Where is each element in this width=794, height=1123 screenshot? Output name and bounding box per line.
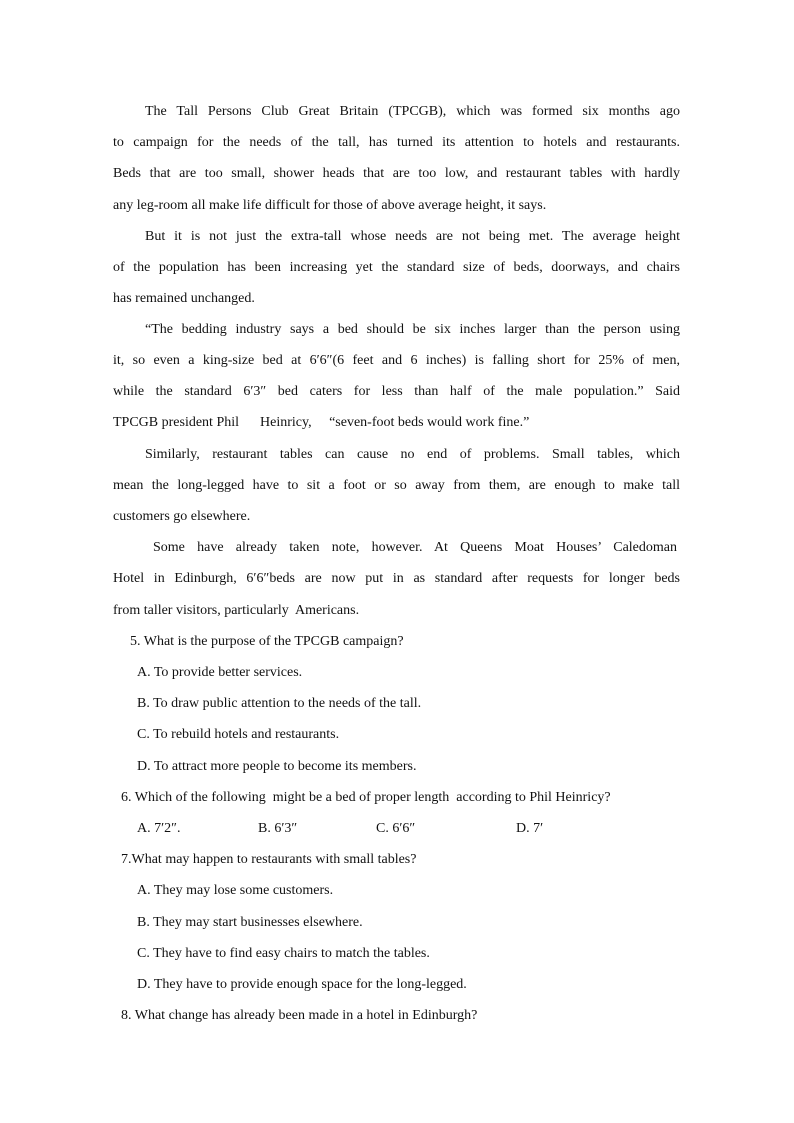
passage-line: The Tall Persons Club Great Britain (TPCGB), which was formed six months ago	[145, 104, 680, 119]
passage-line: it, so even a king-size bed at 6′6″(6 feet and 6 inches) is falling short for 25% of men,	[113, 353, 680, 368]
passage-line: “The bedding industry says a bed should be six inches larger than the person using	[145, 322, 680, 337]
answer-option: B. 6′3″	[258, 821, 298, 836]
passage-line: Beds that are too small, shower heads that are too low, and restaurant tables with hardly	[113, 166, 680, 181]
question-stem: 6. Which of the following might be a bed of proper length according to Phil Heinricy?	[121, 790, 611, 805]
answer-option: B. To draw public attention to the needs of the tall.	[137, 696, 422, 711]
passage-line: Some have already taken note, however. At Queens Moat Houses’ Caledoman	[153, 540, 677, 555]
passage-line: any leg-room all make life difficult for those of above average height, it says.	[113, 198, 547, 213]
passage-line: Hotel in Edinburgh, 6′6″beds are now put in as standard after requests for longer beds	[113, 571, 680, 586]
passage-line: while the standard 6′3″ bed caters for less than half of the male population.” Said	[113, 384, 680, 399]
answer-option: B. They may start businesses elsewhere.	[137, 915, 363, 930]
question-stem: 8. What change has already been made in a hotel in Edinburgh?	[121, 1008, 478, 1023]
passage-line: But it is not just the extra-tall whose needs are not being met. The average height	[145, 229, 680, 244]
question-stem: 5. What is the purpose of the TPCGB campaign?	[130, 634, 404, 649]
answer-option: C. They have to find easy chairs to match the tables.	[137, 946, 430, 961]
answer-option: D. 7′	[516, 821, 544, 836]
passage-line: mean the long-legged have to sit a foot or so away from them, are enough to make tall	[113, 478, 680, 493]
passage-line: customers go elsewhere.	[113, 509, 251, 524]
answer-option: D. They have to provide enough space for the long-legged.	[137, 977, 467, 992]
passage-line: of the population has been increasing yet the standard size of beds, doorways, and chairs	[113, 260, 680, 275]
answer-option: C. To rebuild hotels and restaurants.	[137, 727, 340, 742]
answer-option: A. 7′2″.	[137, 821, 181, 836]
passage-line: TPCGB president Phil Heinricy, “seven-foot beds would work fine.”	[113, 415, 530, 430]
passage-line: to campaign for the needs of the tall, has turned its attention to hotels and restaurants.	[113, 135, 680, 150]
passage-line: Similarly, restaurant tables can cause no end of problems. Small tables, which	[145, 447, 680, 462]
question-stem: 7.What may happen to restaurants with small tables?	[121, 852, 417, 867]
answer-option: C. 6′6″	[376, 821, 416, 836]
answer-option: A. They may lose some customers.	[137, 883, 334, 898]
answer-option: D. To attract more people to become its members.	[137, 759, 417, 774]
answer-option: A. To provide better services.	[137, 665, 303, 680]
passage-line: has remained unchanged.	[113, 291, 255, 306]
passage-line: from taller visitors, particularly Americans.	[113, 603, 360, 618]
